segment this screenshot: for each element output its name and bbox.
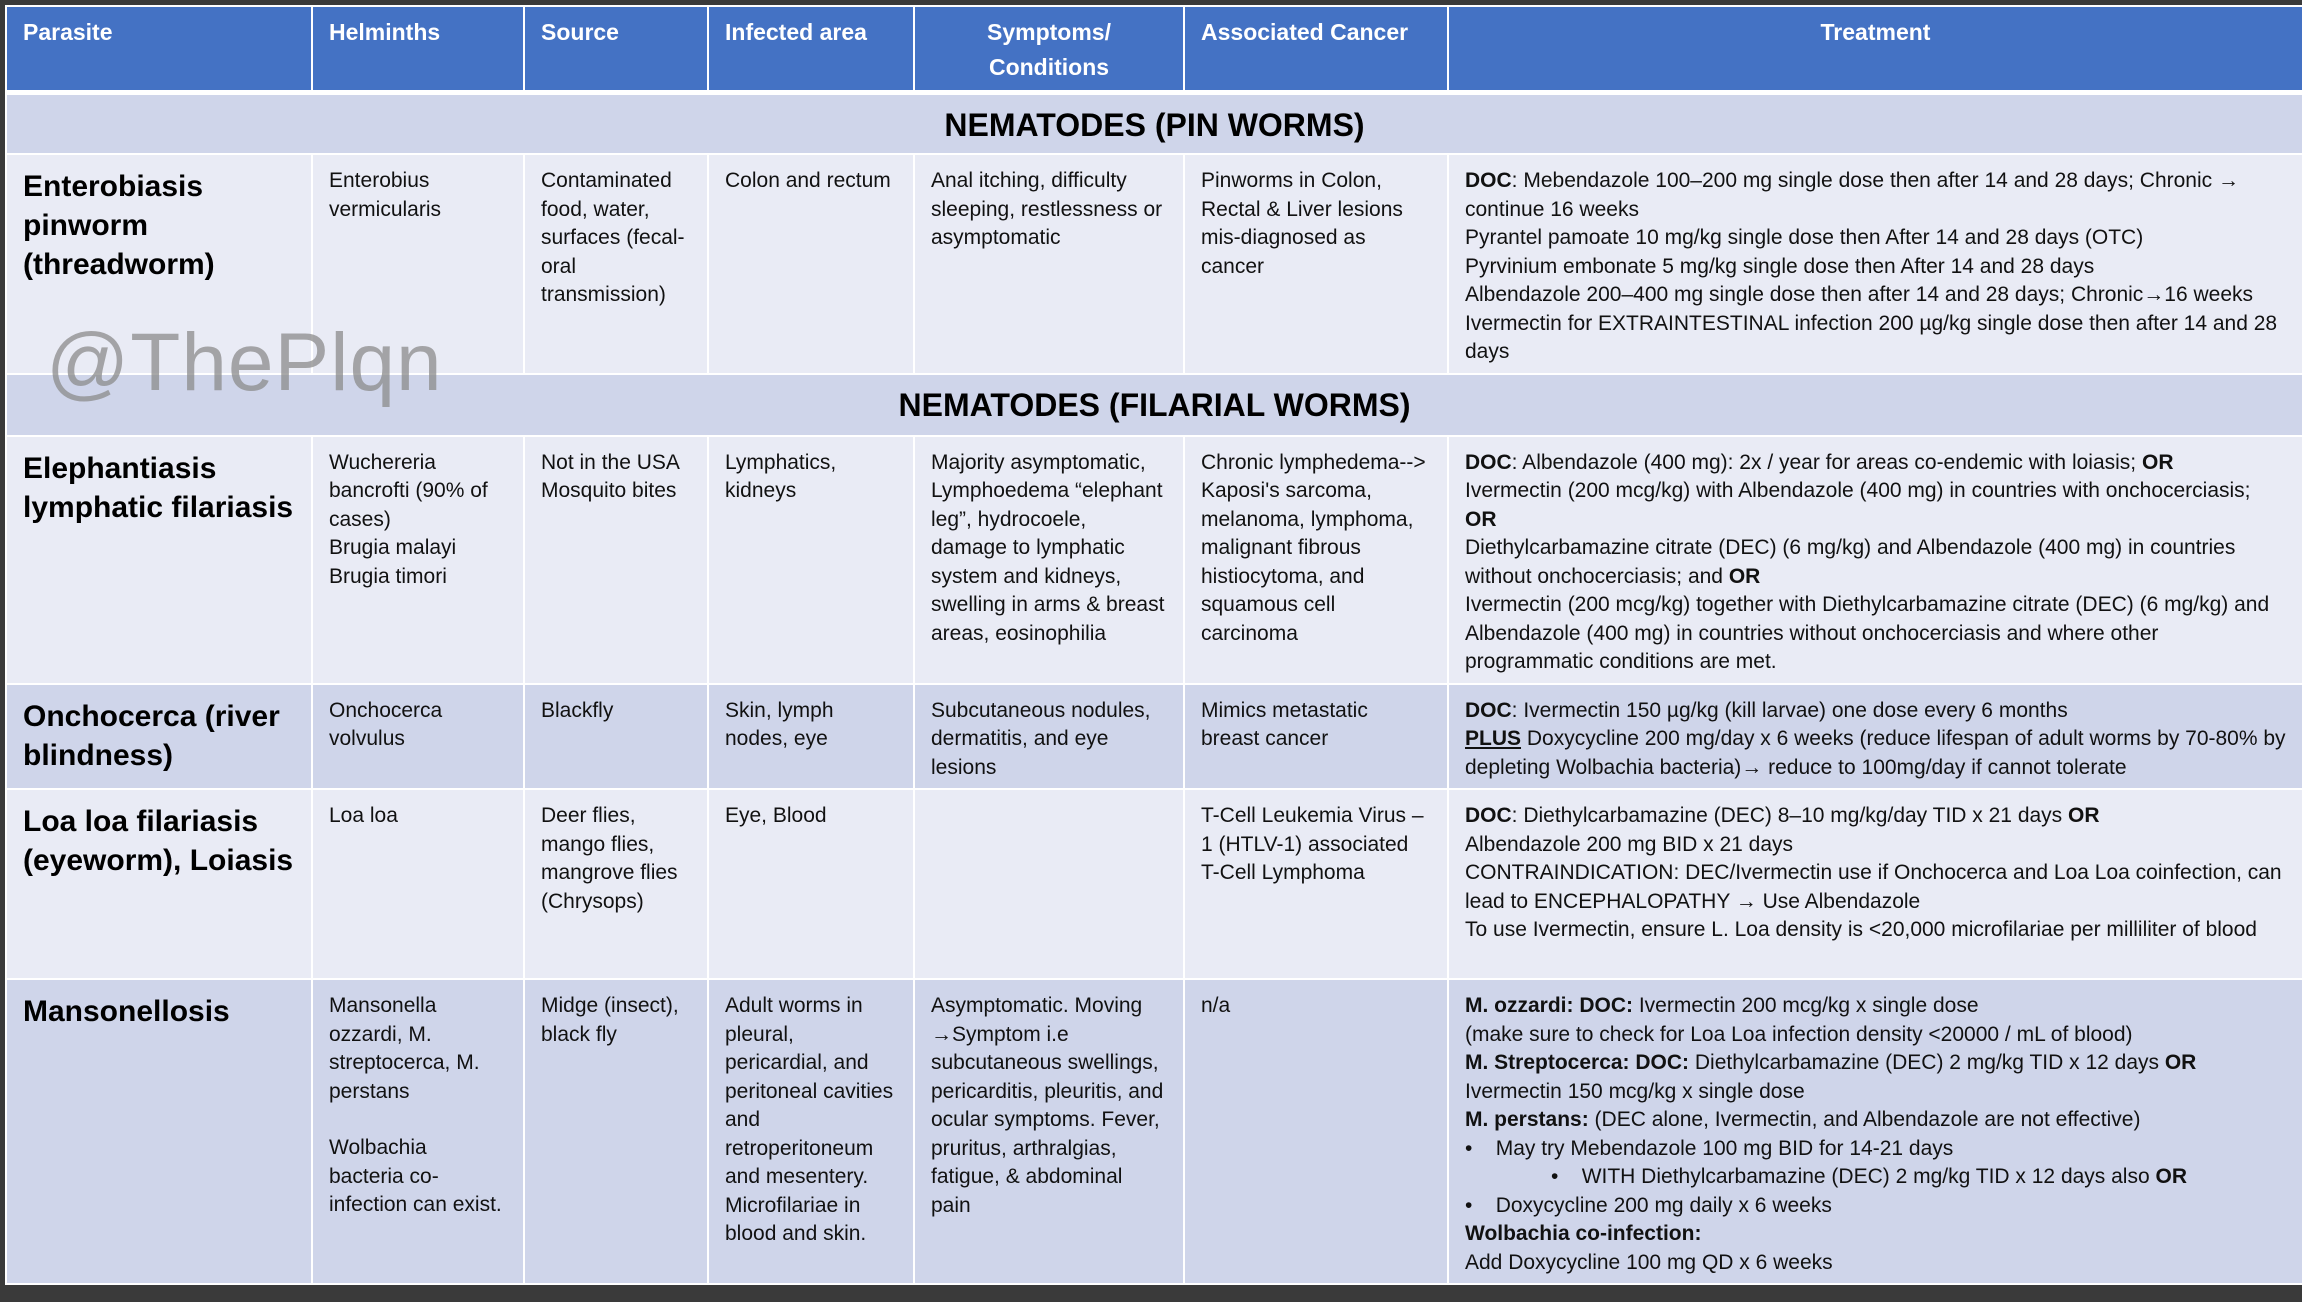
treatment-text: : Diethylcarbamazine (DEC) 8–10 mg/kg/day TID x 21 days <box>1511 804 2069 827</box>
source-cell: Deer flies, mango flies, mangrove flies (Chrysops) <box>524 789 708 979</box>
doc-label: DOC <box>1465 450 1512 474</box>
section-filarial-worms: NEMATODES (FILARIAL WORMS) <box>6 374 2302 436</box>
helminth-item: Mansonella ozzardi, M. streptocerca, M. perstans <box>329 994 480 1103</box>
bullet-item: • Doxycycline 200 mg daily x 6 weeks <box>1465 1193 1832 1217</box>
symptoms-cell: Asymptomatic. Moving →Symptom i.e subcutaneous swellings, pericarditis, pleuritis, and ocular symptoms. Fever, pruritus, arthralgias, fatigue, & abdominal pain <box>914 979 1184 1284</box>
coinfection-label: Wolbachia co-infection: <box>1465 1222 1702 1245</box>
source-cell: Contaminated food, water, surfaces (fecal-oral transmission) <box>524 154 708 374</box>
parasite-treatment-table <box>5 5 2302 1285</box>
treatment-text: (make sure to check for Loa Loa infection density <20000 / mL of blood) <box>1465 1022 2133 1046</box>
watermark: @ThePlqn <box>46 317 443 408</box>
bullet-text: May try Mebendazole 100 mg BID for 14-21 days <box>1495 1136 1954 1160</box>
bullet-item: • May try Mebendazole 100 mg BID for 14-21 days <box>1465 1136 1954 1160</box>
cancer-cell: n/a <box>1184 979 1448 1284</box>
symptoms-cell: Subcutaneous nodules, dermatitis, and eye lesions <box>914 684 1184 790</box>
parasite-name: Elephantiasis lymphatic filariasis <box>6 436 312 684</box>
cancer-cell: Mimics metastatic breast cancer <box>1184 684 1448 790</box>
section-row <box>6 92 2302 154</box>
header-infected-area: Infected area <box>708 6 914 92</box>
header-row <box>6 6 2302 92</box>
treatment-text: : Mebendazole 100–200 mg single dose then after 14 and 28 days; Chronic → continue 16 weeks <box>1465 169 2239 221</box>
source-cell: Midge (insect), black fly <box>524 979 708 1284</box>
treatment-text: Diethylcarbamazine (DEC) 2 mg/kg TID x 12 days <box>1689 1051 2165 1074</box>
treatment-cell <box>1448 789 2302 979</box>
treatment-text: : Ivermectin 150 µg/kg (kill larvae) one dose every 6 months <box>1511 698 2068 722</box>
treatment-text: : Albendazole (400 mg): 2x / year for areas co-endemic with loiasis; <box>1511 450 2142 474</box>
header-helminths: Helminths <box>312 6 524 92</box>
helminths-cell: Enterobius vermicularis <box>312 154 524 374</box>
treatment-cell <box>1448 436 2302 684</box>
or-label: OR <box>2155 1165 2187 1188</box>
source-cell <box>524 436 708 684</box>
symptoms-cell: Majority asymptomatic, Lymphoedema “elephant leg”, hydrocoele, damage to lymphatic system and kidneys, swelling in arms & breast areas, eosinophilia <box>914 436 1184 684</box>
header-parasite: Parasite <box>6 6 312 92</box>
treatment-text: Ivermectin 150 mcg/kg x single dose <box>1465 1079 1805 1103</box>
or-label: OR <box>2141 450 2174 474</box>
treatment-text: Doxycycline 200 mg/day x 6 weeks (reduce lifespan of adult worms by 70-80% by depleting Wolbachia bacteria)→ reduce to 100mg/day if cannot tolerate <box>1465 727 2286 779</box>
treatment-text: CONTRAINDICATION: DEC/Ivermectin use if Onchocerca and Loa Loa coinfection, can lead to ENCEPHALOPATHY → Use Albendazole <box>1465 861 2282 913</box>
helminth-item: Wolbachia bacteria co-infection can exist. <box>329 1136 502 1216</box>
bullet-text: WITH Diethylcarbamazine (DEC) 2 mg/kg TID x 12 days also <box>1581 1165 2156 1188</box>
treatment-text: Pyrantel pamoate 10 mg/kg single dose then After 14 and 28 days (OTC) <box>1465 226 2144 249</box>
treatment-text: Ivermectin for EXTRAINTESTINAL infection 200 µg/kg single dose then after 14 and 28 days <box>1465 311 2278 363</box>
table-row <box>6 979 2302 1284</box>
treatment-text: Ivermectin (200 mcg/kg) with Albendazole (400 mg) in countries with onchocerciasis; <box>1465 479 2251 502</box>
parasite-name: Onchocerca (river blindness) <box>6 684 312 790</box>
doc-label: DOC <box>1465 698 1512 722</box>
doc-label: M. Streptocerca: DOC: <box>1465 1051 1690 1074</box>
helminths-cell <box>312 979 524 1284</box>
or-label: OR <box>2068 804 2100 827</box>
or-label: OR <box>1728 564 1761 588</box>
treatment-text: Ivermectin 200 mcg/kg x single dose <box>1633 994 1979 1017</box>
treatment-text: To use Ivermectin, ensure L. Loa density is <20,000 microfilariae per milliliter of blood <box>1465 918 2257 941</box>
table-row <box>6 789 2302 979</box>
or-label: OR <box>1465 507 1497 531</box>
header-treatment: Treatment <box>1448 6 2302 92</box>
bullet-item: • WITH Diethylcarbamazine (DEC) 2 mg/kg TID x 12 days also OR <box>1551 1165 2187 1188</box>
doc-label: M. ozzardi: DOC: <box>1465 994 1633 1017</box>
doc-label: DOC <box>1465 804 1512 827</box>
treatment-cell <box>1448 684 2302 790</box>
cancer-cell: Pinworms in Colon, Rectal & Liver lesions mis-diagnosed as cancer <box>1184 154 1448 374</box>
cancer-cell: T-Cell Leukemia Virus – 1 (HTLV-1) associated T-Cell Lymphoma <box>1184 789 1448 979</box>
helminths-cell <box>312 436 524 684</box>
table-row <box>6 436 2302 684</box>
header-associated-cancer: Associated Cancer <box>1184 6 1448 92</box>
infected-area-cell: Skin, lymph nodes, eye <box>708 684 914 790</box>
symptoms-cell <box>914 789 1184 979</box>
or-label: OR <box>2164 1051 2197 1074</box>
header-source: Source <box>524 6 708 92</box>
infected-area-cell: Lymphatics, kidneys <box>708 436 914 684</box>
parasite-name: Mansonellosis <box>6 979 312 1284</box>
treatment-text: Pyrvinium embonate 5 mg/kg single dose then After 14 and 28 days <box>1465 254 2095 278</box>
treatment-cell <box>1448 979 2302 1284</box>
parasite-name: Enterobiasis pinworm (threadworm) <box>6 154 312 374</box>
treatment-text: (DEC alone, Ivermectin, and Albendazole are not effective) <box>1588 1108 2141 1131</box>
symptoms-cell: Anal itching, difficulty sleeping, restlessness or asymptomatic <box>914 154 1184 374</box>
helminths-cell: Onchocerca volvulus <box>312 684 524 790</box>
treatment-cell <box>1448 154 2302 374</box>
treatment-text: Add Doxycycline 100 mg QD x 6 weeks <box>1465 1250 1833 1274</box>
source-item: Mosquito bites <box>541 479 677 502</box>
cancer-cell: Chronic lymphedema--> Kaposi's sarcoma, melanoma, lymphoma, malignant fibrous histiocytoma, and squamous cell carcinoma <box>1184 436 1448 684</box>
helminth-item: Wuchereria bancrofti (90% of cases) <box>329 450 488 531</box>
source-cell: Blackfly <box>524 684 708 790</box>
treatment-text: Albendazole 200–400 mg single dose then after 14 and 28 days; Chronic→16 weeks <box>1465 283 2254 306</box>
treatment-text: Diethylcarbamazine citrate (DEC) (6 mg/kg) and Albendazole (400 mg) in countries without onchocerciasis; and <box>1465 536 2236 588</box>
source-item: Not in the USA <box>541 450 680 474</box>
helminth-item: Brugia timori <box>329 564 447 588</box>
helminths-cell: Loa loa <box>312 789 524 979</box>
species-label: M. perstans: <box>1465 1108 1589 1131</box>
parasite-name: Loa loa filariasis (eyeworm), Loiasis <box>6 789 312 979</box>
helminth-item: Brugia malayi <box>329 536 457 559</box>
treatment-text: Albendazole 200 mg BID x 21 days <box>1465 832 1794 856</box>
table-row <box>6 684 2302 790</box>
header-symptoms: Symptoms/ Conditions <box>914 6 1184 92</box>
section-pin-worms: NEMATODES (PIN WORMS) <box>6 92 2302 154</box>
treatment-text: Ivermectin (200 mcg/kg) together with Diethylcarbamazine citrate (DEC) (6 mg/kg) and Albendazole (400 mg) in countries without onchocerciasis and where other programmatic conditions are met. <box>1465 593 2270 673</box>
infected-area-cell: Adult worms in pleural, pericardial, and peritoneal cavities and retroperitoneum and mesentery. Microfilariae in blood and skin. <box>708 979 914 1284</box>
infected-area-cell: Eye, Blood <box>708 789 914 979</box>
infected-area-cell: Colon and rectum <box>708 154 914 374</box>
doc-label: DOC <box>1465 169 1512 192</box>
plus-label: PLUS <box>1465 727 1522 750</box>
bullet-text: Doxycycline 200 mg daily x 6 weeks <box>1495 1193 1832 1217</box>
